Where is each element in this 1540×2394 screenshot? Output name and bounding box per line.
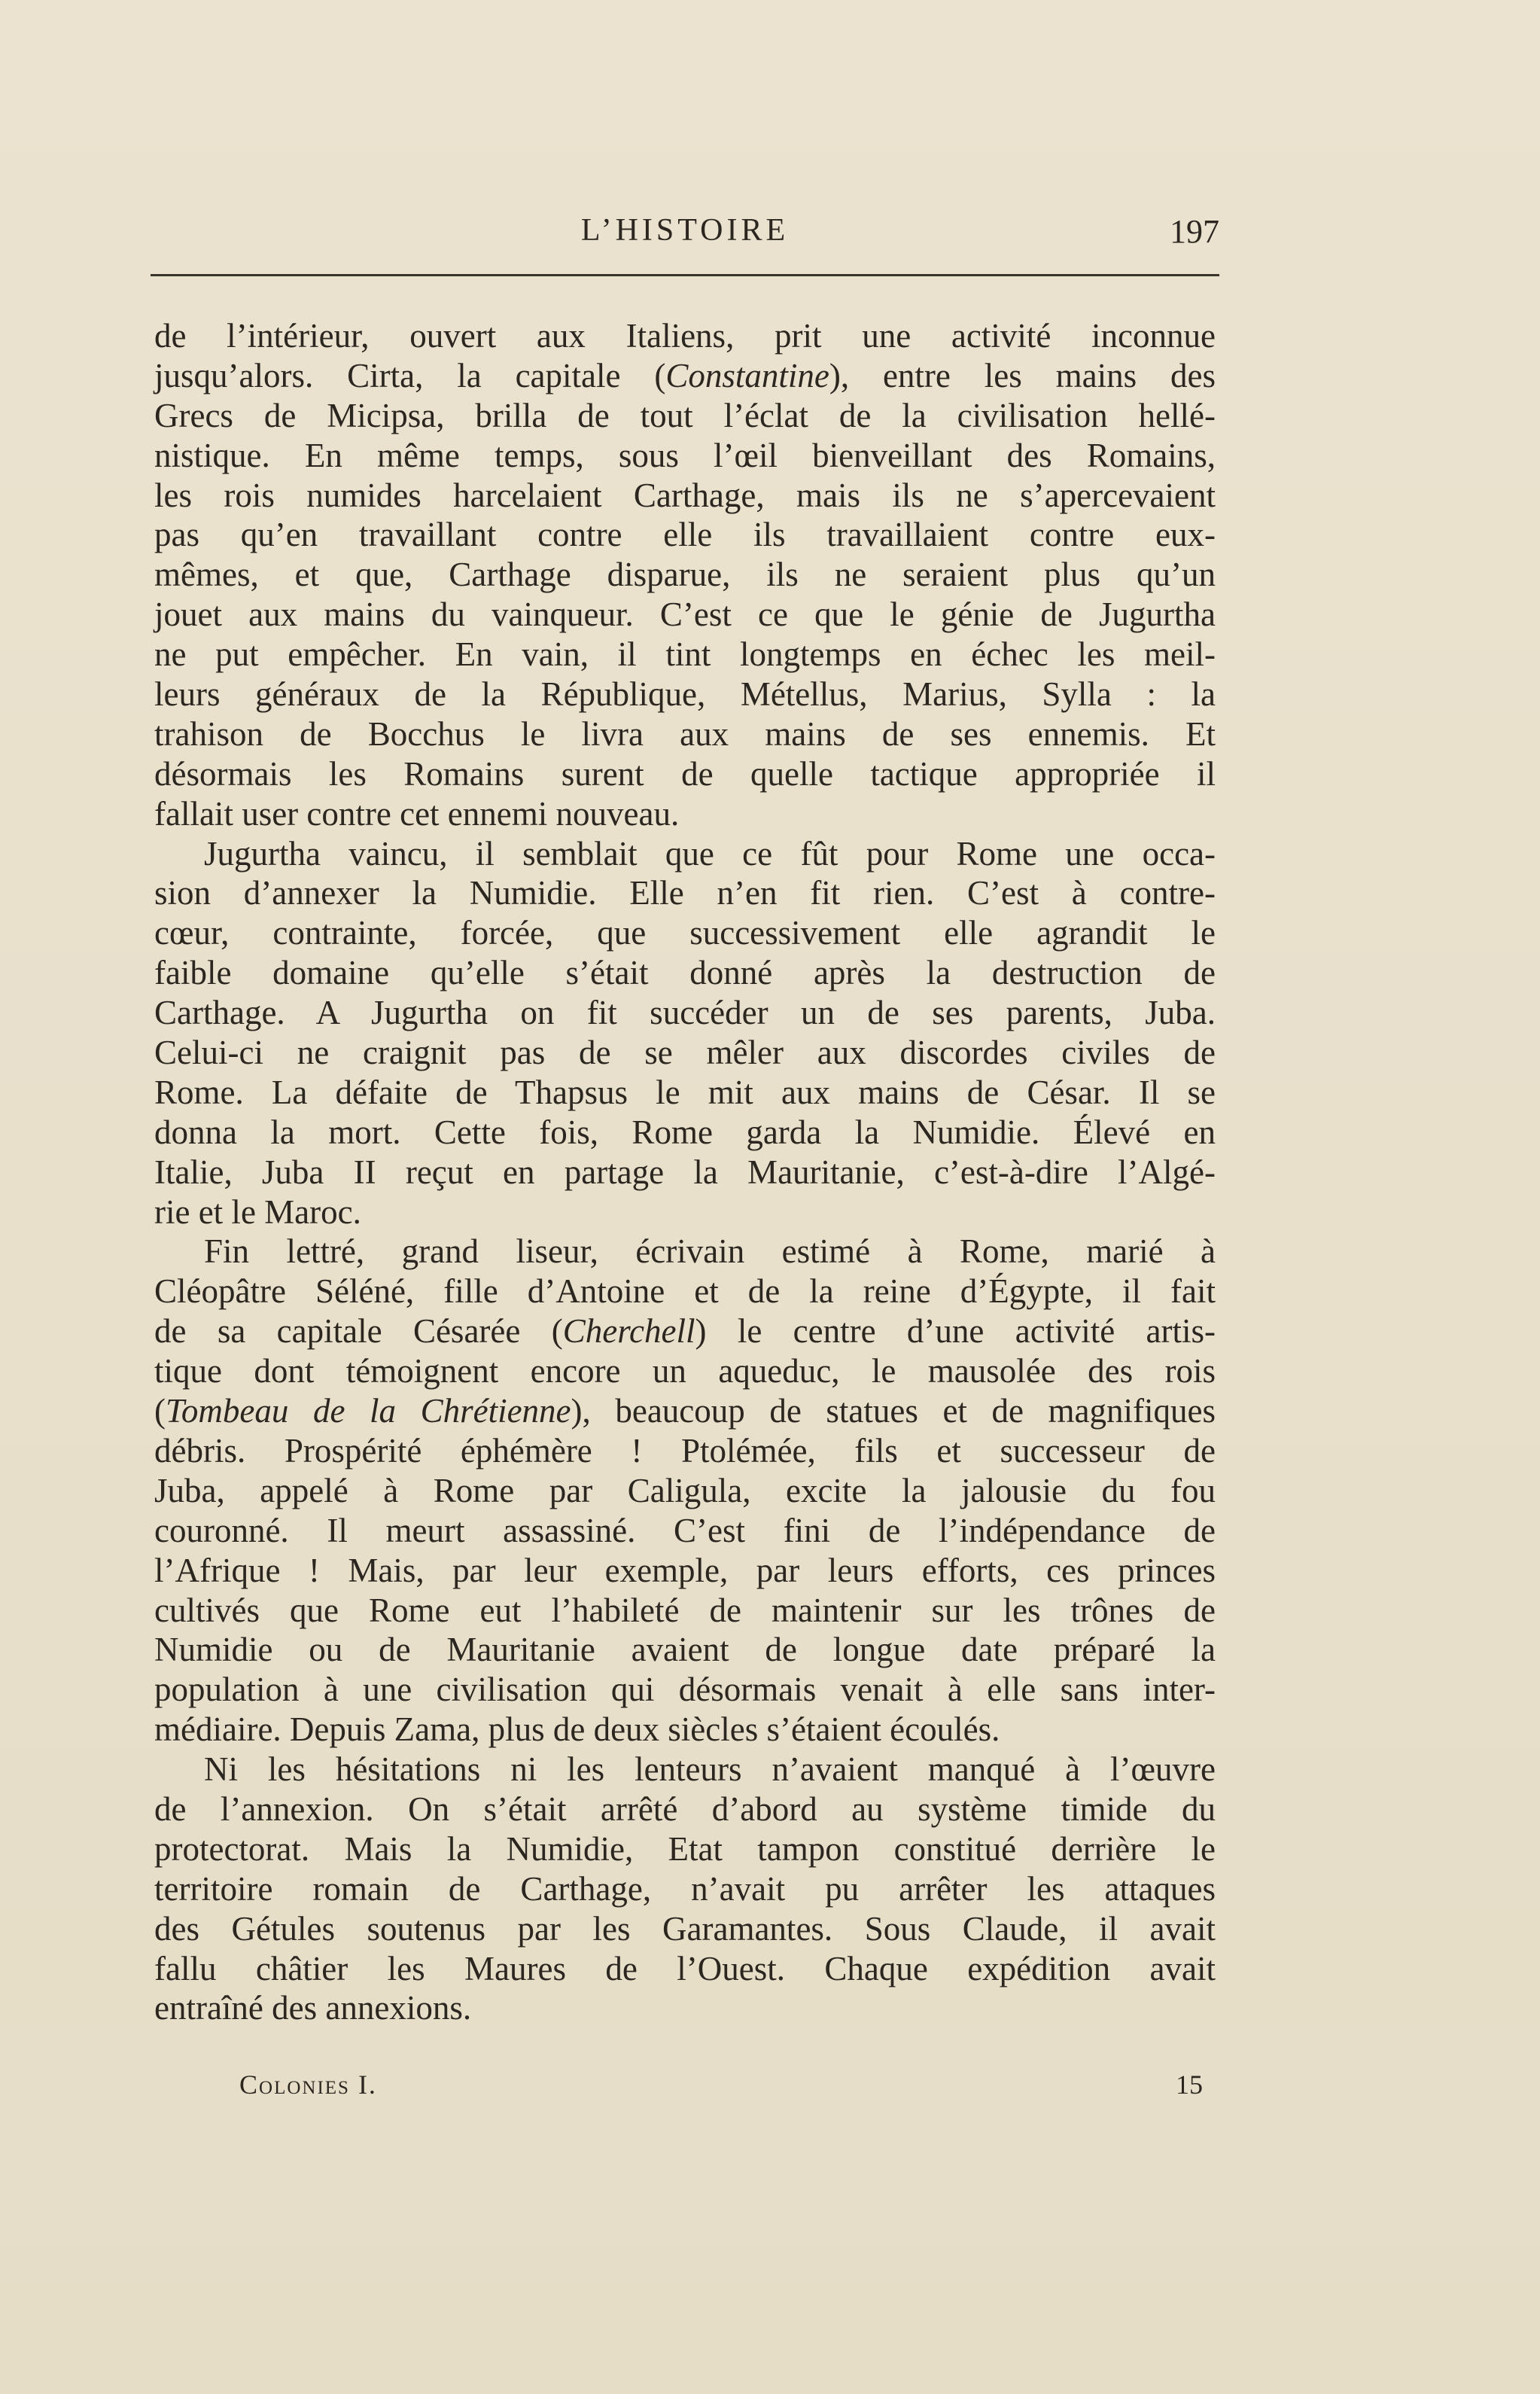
text-line: jusqu’alors. Cirta, la capitale (Constantine), entre les mains des xyxy=(154,356,1216,394)
text-line: population à une civilisation qui désormais venait à elle sans inter- xyxy=(154,1671,1216,1709)
text-line: cœur, contrainte, forcée, que successivement elle agrandit le xyxy=(154,914,1216,952)
text-line: protectorat. Mais la Numidie, Etat tampon constitué derrière le xyxy=(154,1829,1216,1868)
text-line: de sa capitale Césarée (Cherchell) le centre d’une activité artis- xyxy=(154,1312,1216,1351)
text-line: Jugurtha vaincu, il semblait que ce fût pour Rome une occa- xyxy=(204,834,1216,873)
text-line: Italie, Juba II reçut en partage la Mauritanie, c’est-à-dire l’Algé- xyxy=(154,1153,1216,1191)
text-line: Cléopâtre Séléné, fille d’Antoine et de la reine d’Égypte, il fait xyxy=(154,1272,1216,1311)
paragraph xyxy=(154,316,1216,834)
page-footer xyxy=(239,2069,1203,2106)
text-line: sion d’annexer la Numidie. Elle n’en fit rien. C’est à contre- xyxy=(154,874,1216,912)
paragraph xyxy=(154,1232,1216,1750)
text-line: l’Afrique ! Mais, par leur exemple, par leurs efforts, ces princes xyxy=(154,1551,1216,1589)
text-line: cultivés que Rome eut l’habileté de maintenir sur les trônes de xyxy=(154,1591,1216,1629)
page-number: 197 xyxy=(1170,213,1219,250)
text-line: ne put empêcher. En vain, il tint longtemps en échec les meil- xyxy=(154,635,1216,674)
text-line: médiaire. Depuis Zama, plus de deux siècles s’étaient écoulés. xyxy=(154,1710,1000,1749)
text-line: de l’intérieur, ouvert aux Italiens, prit une activité inconnue xyxy=(154,317,1216,355)
signature-number: 15 xyxy=(1176,2070,1203,2100)
text-line: Grecs de Micipsa, brilla de tout l’éclat de la civilisation hellé- xyxy=(154,396,1216,434)
text-line: donna la mort. Cette fois, Rome garda la Numidie. Élevé en xyxy=(154,1113,1216,1151)
page-header xyxy=(151,212,1219,257)
text-line: pas qu’en travaillant contre elle ils travaillaient contre eux- xyxy=(154,516,1216,554)
text-line: mêmes, et que, Carthage disparue, ils ne seraient plus qu’un xyxy=(154,556,1216,594)
text-line: Juba, appelé à Rome par Caligula, excite la jalousie du fou xyxy=(154,1471,1216,1509)
text-line: les rois numides harcelaient Carthage, mais ils ne s’apercevaient xyxy=(154,476,1216,514)
text-line: Rome. La défaite de Thapsus le mit aux mains de César. Il se xyxy=(154,1073,1216,1111)
paragraph xyxy=(154,1750,1216,2028)
text-line: jouet aux mains du vainqueur. C’est ce que le génie de Jugurtha xyxy=(154,595,1216,634)
text-line: (Tombeau de la Chrétienne), beaucoup de statues et de magnifiques xyxy=(154,1392,1216,1430)
text-line: nistique. En même temps, sous l’œil bienveillant des Romains, xyxy=(154,436,1216,474)
running-title: L’HISTOIRE xyxy=(580,213,790,248)
text-line: fallu châtier les Maures de l’Ouest. Chaque expédition avait xyxy=(154,1949,1216,1987)
text-line: Ni les hésitations ni les lenteurs n’avaient manqué à l’œuvre xyxy=(204,1750,1216,1789)
text-line: fallait user contre cet ennemi nouveau. xyxy=(154,794,680,833)
text-line: Fin lettré, grand liseur, écrivain estimé à Rome, marié à xyxy=(204,1232,1216,1271)
text-line: Carthage. A Jugurtha on fit succéder un de ses parents, Juba. xyxy=(154,994,1216,1032)
text-line: faible domaine qu’elle s’était donné après la destruction de xyxy=(154,954,1216,992)
paragraph xyxy=(154,834,1216,1232)
text-line: leurs généraux de la République, Métellus, Marius, Sylla : la xyxy=(154,675,1216,714)
body-text xyxy=(154,316,1216,2028)
text-line: débris. Prospérité éphémère ! Ptolémée, fils et successeur de xyxy=(154,1431,1216,1470)
header-rule xyxy=(151,274,1219,276)
text-line: trahison de Bocchus le livra aux mains de ses ennemis. Et xyxy=(154,714,1216,753)
signature-mark: Colonies I. xyxy=(239,2070,377,2100)
text-line: entraîné des annexions. xyxy=(154,1989,472,2027)
text-line: rie et le Maroc. xyxy=(154,1192,361,1231)
text-line: désormais les Romains surent de quelle tactique appropriée il xyxy=(154,754,1216,793)
text-line: tique dont témoignent encore un aqueduc, le mausolée des rois xyxy=(154,1352,1216,1390)
text-line: Numidie ou de Mauritanie avaient de longue date préparé la xyxy=(154,1631,1216,1669)
text-line: territoire romain de Carthage, n’avait pu arrêter les attaques xyxy=(154,1869,1216,1908)
text-line: de l’annexion. On s’était arrêté d’abord au système timide du xyxy=(154,1789,1216,1828)
text-line: des Gétules soutenus par les Garamantes. Sous Claude, il avait xyxy=(154,1909,1216,1948)
text-line: couronné. Il meurt assassiné. C’est fini de l’indépendance de xyxy=(154,1511,1216,1549)
text-line: Celui-ci ne craignit pas de se mêler aux discordes civiles de xyxy=(154,1034,1216,1072)
